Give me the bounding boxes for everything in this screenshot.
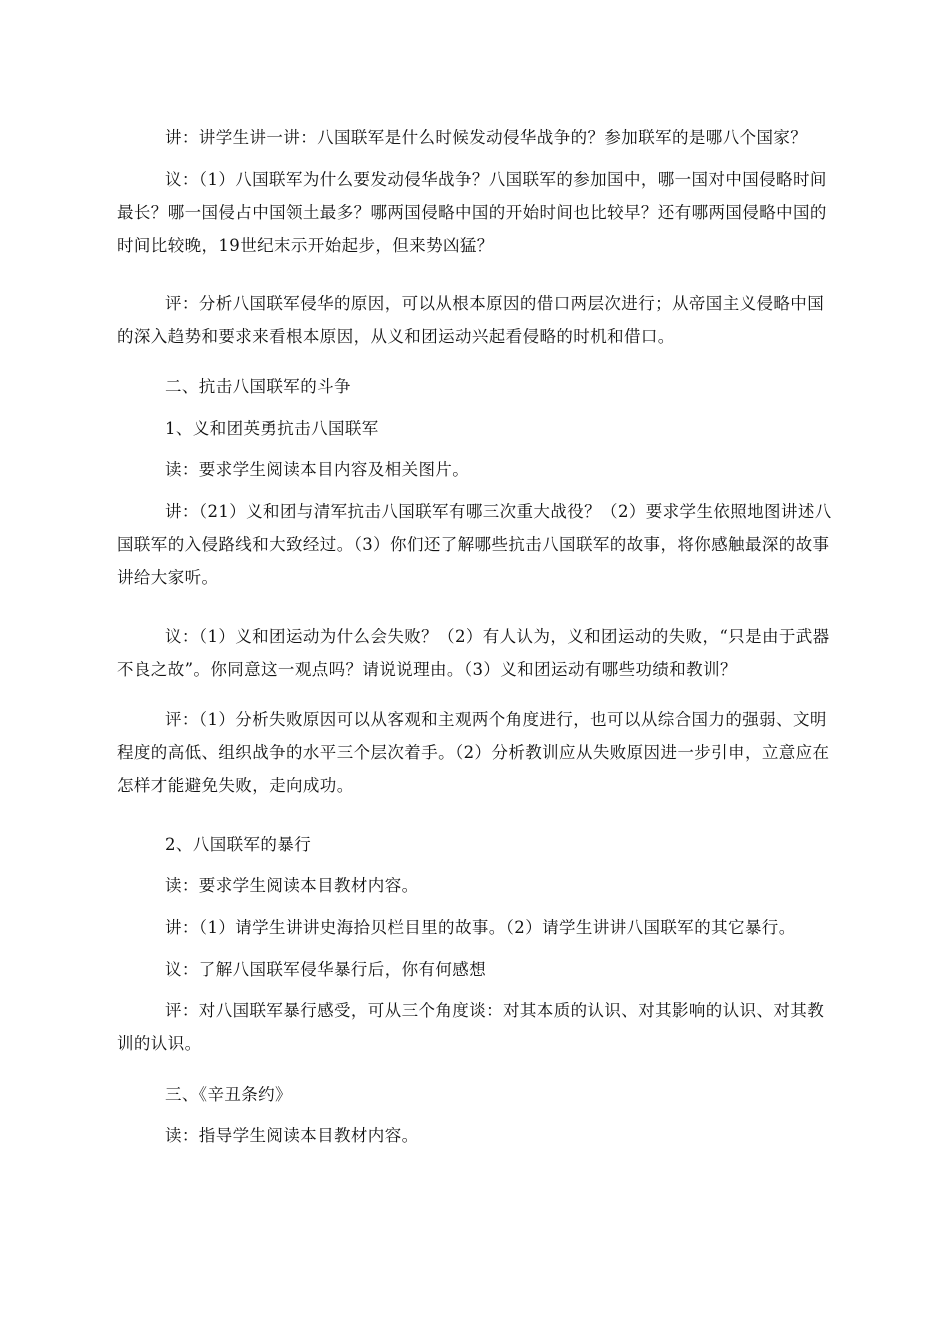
section-heading-2: 二、抗击八国联军的斗争 — [165, 377, 351, 396]
paragraph-9: 讲：（1）请学生讲讲史海拾贝栏目里的故事。（2）请学生讲讲八国联军的其它暴行。 — [165, 918, 796, 937]
paragraph-12: 读：指导学生阅读本目教材内容。 — [165, 1126, 419, 1145]
paragraph-10: 议：了解八国联军侵华暴行后，你有何感想 — [165, 960, 487, 979]
paragraph-2: 议：（1）八国联军为什么要发动侵华战争？八国联军的参加国中，哪一国对中国侵略时间最长？哪一国侵占中国领土最多？哪两国侵略中国的开始时间也比较早？还有哪两国侵略中国的时间比较晚，19世纪末示开始起步，但来势凶猛？ — [117, 170, 827, 255]
paragraph-11: 评：对八国联军暴行感受，可从三个角度谈：对其本质的认识、对其影响的认识、对其教训的认识。 — [117, 1001, 825, 1053]
paragraph-3: 评：分析八国联军侵华的原因，可以从根本原因的借口两层次进行；从帝国主义侵略中国的深入趋势和要求来看根本原因，从义和团运动兴起看侵略的时机和借口。 — [117, 294, 825, 346]
paragraph-8: 读：要求学生阅读本目教材内容。 — [165, 876, 419, 895]
paragraph-7: 评：（1）分析失败原因可以从客观和主观两个角度进行，也可以从综合国力的强弱、文明程度的高低、组织战争的水平三个层次着手。（2）分析教训应从失败原因进一步引申，立意应在怎样才能避免失败，走向成功。 — [117, 710, 830, 795]
section-heading-3: 三、《辛丑条约》 — [165, 1085, 292, 1104]
subsection-heading-1: 1、义和团英勇抗击八国联军 — [165, 419, 379, 438]
paragraph-4: 读：要求学生阅读本目内容及相关图片。 — [165, 460, 470, 479]
paragraph-5: 讲：（21）义和团与清军抗击八国联军有哪三次重大战役？（2）要求学生依照地图讲述八国联军的入侵路线和大致经过。（3）你们还了解哪些抗击八国联军的故事，将你感触最深的故事讲给大家听。 — [117, 502, 832, 587]
subsection-heading-2: 2、八国联军的暴行 — [165, 835, 312, 854]
paragraph-6: 议：（1）义和团运动为什么会失败？（2）有人认为，义和团运动的失败，“只是由于武器不良之故”。你同意这一观点吗？请说说理由。（3）义和团运动有哪些功绩和教训？ — [117, 627, 830, 679]
paragraph-1: 讲：讲学生讲一讲：八国联军是什么时候发动侵华战争的？参加联军的是哪八个国家？ — [165, 128, 808, 147]
